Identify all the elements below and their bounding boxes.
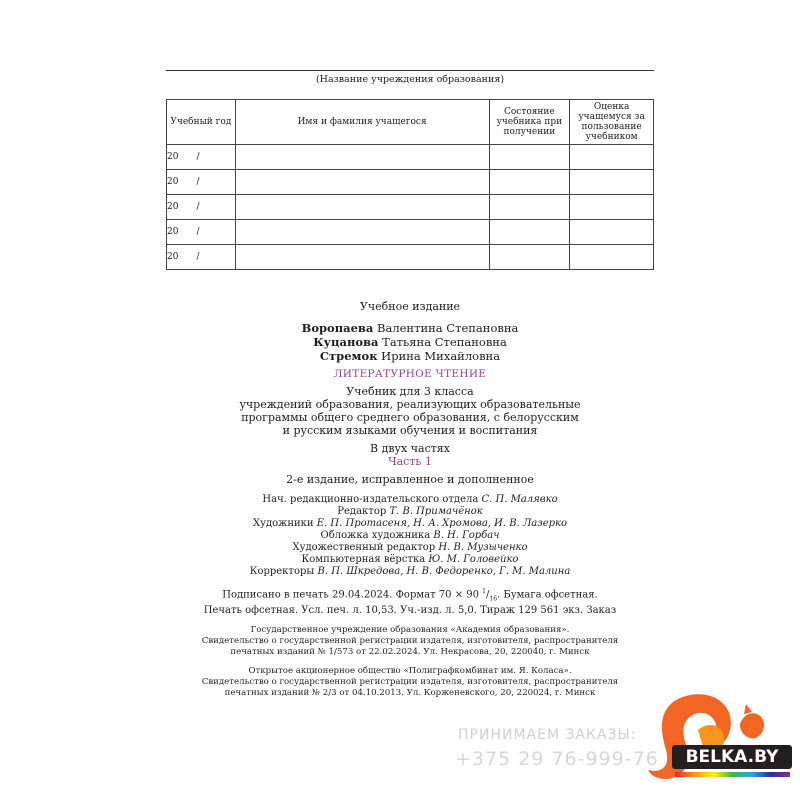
watermark-caption: ПРИНИМАЕМ ЗАКАЗЫ: bbox=[458, 727, 637, 743]
staff-line bbox=[150, 566, 670, 578]
header-year: Учебный год bbox=[167, 100, 236, 145]
watermark-phone: +375 29 76-999-76 bbox=[455, 748, 659, 770]
belka-logo: BELKA.BY bbox=[672, 745, 792, 769]
header-student-name: Имя и фамилия учащегося bbox=[235, 100, 489, 145]
staff-line bbox=[150, 518, 670, 530]
parts-count: В двух частях bbox=[370, 442, 450, 455]
year-cell bbox=[167, 220, 236, 245]
institution-line bbox=[166, 70, 654, 71]
description-line: программы общего среднего образования, с белорусским bbox=[241, 411, 579, 424]
student-name-cell bbox=[235, 220, 489, 245]
grade-cell bbox=[570, 145, 654, 170]
staff-line bbox=[150, 542, 670, 554]
condition-cell bbox=[489, 170, 570, 195]
table-row bbox=[167, 170, 654, 195]
edition-info: 2-е издание, исправленное и дополненное bbox=[286, 473, 534, 486]
description-line: Учебник для 3 класса bbox=[346, 385, 474, 398]
staff-line bbox=[150, 494, 670, 506]
staff-person: Е. П. Протасеня, Н. А. Хромова, И. В. Лазерко bbox=[316, 518, 568, 529]
condition-cell bbox=[489, 220, 570, 245]
grade-cell bbox=[570, 170, 654, 195]
textbook-usage-table bbox=[166, 99, 654, 270]
staff-role: Корректоры bbox=[249, 566, 315, 577]
staff-person: С. П. Малявко bbox=[481, 494, 558, 505]
year-cell bbox=[167, 195, 236, 220]
condition-cell bbox=[489, 195, 570, 220]
printer-line: Открытое акционерное общество «Полиграфкомбинат им. Я. Коласа». bbox=[248, 666, 572, 677]
year-slash: / bbox=[196, 252, 200, 262]
year-slash: / bbox=[196, 177, 200, 187]
print-details: Подписано в печать 29.04.2024. Формат 70 × 90 $^1/_{16}$. Бумага офсетная. bbox=[222, 588, 598, 603]
author-name: Татьяна Степановна bbox=[382, 335, 507, 349]
publisher-line: печатных изданий № 1/573 от 22.02.2024. Ул. Некрасова, 20, 220040, г. Минск bbox=[230, 647, 590, 658]
staff-line bbox=[150, 506, 670, 518]
description-line: учреждений образования, реализующих образовательные bbox=[239, 398, 581, 411]
table-row bbox=[167, 145, 654, 170]
author bbox=[150, 349, 670, 363]
condition-cell bbox=[489, 145, 570, 170]
author-surname: Стремок bbox=[319, 349, 378, 363]
staff-line bbox=[150, 554, 670, 566]
description-line: и русским языками обучения и воспитания bbox=[282, 424, 538, 437]
format-fraction-num: 1 bbox=[482, 588, 486, 595]
print-details-paper: . Бумага офсетная. bbox=[497, 589, 598, 601]
year-cell bbox=[167, 245, 236, 270]
year-slash: / bbox=[196, 227, 200, 237]
header-condition: Состояние учебника при получении bbox=[489, 100, 570, 145]
logo-rainbow-stripe bbox=[675, 772, 790, 777]
student-name-cell bbox=[235, 245, 489, 270]
book-title: ЛИТЕРАТУРНОЕ ЧТЕНИЕ bbox=[333, 368, 487, 380]
year-prefix: 20 bbox=[167, 227, 179, 237]
year-cell bbox=[167, 145, 236, 170]
table-header-row bbox=[167, 100, 654, 145]
printer-line: Свидетельство о государственной регистрации издателя, изготовителя, распространителя bbox=[201, 677, 619, 688]
printer-line: печатных изданий № 2/3 от 04.10.2013. Ул. Корженевского, 20, 220024, г. Минск bbox=[224, 688, 596, 699]
header-grade: Оценка учащемуся за пользование учебником bbox=[570, 100, 654, 145]
staff-role: Компьютерная вёрстка bbox=[301, 554, 426, 565]
year-cell bbox=[167, 170, 236, 195]
author bbox=[150, 321, 670, 335]
grade-cell bbox=[570, 220, 654, 245]
part-number: Часть 1 bbox=[388, 455, 432, 468]
staff-person: В. П. Шкредова, Н. В. Федоренко, Г. М. Малина bbox=[317, 566, 571, 577]
format-fraction-den: 16 bbox=[489, 595, 498, 603]
grade-cell bbox=[570, 195, 654, 220]
author-name: Ирина Михайловна bbox=[381, 349, 501, 363]
year-prefix: 20 bbox=[167, 252, 179, 262]
imprint-block bbox=[150, 300, 670, 699]
student-name-cell bbox=[235, 170, 489, 195]
publisher-line: Свидетельство о государственной регистрации издателя, изготовителя, распространителя bbox=[201, 636, 619, 647]
table-row bbox=[167, 220, 654, 245]
institution-caption: (Название учреждения образования) bbox=[315, 74, 505, 85]
staff-person: Н. В. Музыченко bbox=[438, 542, 528, 553]
condition-cell bbox=[489, 245, 570, 270]
author-name: Валентина Степановна bbox=[377, 321, 519, 335]
staff-line bbox=[150, 530, 670, 542]
year-prefix: 20 bbox=[167, 152, 179, 162]
edition-type: Учебное издание bbox=[359, 300, 461, 313]
year-prefix: 20 bbox=[167, 177, 179, 187]
author-surname: Куцанова bbox=[313, 335, 379, 349]
staff-person: Т. В. Примачёнок bbox=[389, 506, 483, 517]
student-name-cell bbox=[235, 195, 489, 220]
author bbox=[150, 335, 670, 349]
year-prefix: 20 bbox=[167, 202, 179, 212]
grade-cell bbox=[570, 245, 654, 270]
publisher-line: Государственное учреждение образования «Академия образования». bbox=[250, 625, 570, 636]
year-slash: / bbox=[196, 202, 200, 212]
staff-role: Обложка художника bbox=[320, 530, 431, 541]
staff-person: В. Н. Горбач bbox=[433, 530, 500, 541]
staff-role: Редактор bbox=[337, 506, 387, 517]
staff-role: Художественный редактор bbox=[292, 542, 436, 553]
student-name-cell bbox=[235, 145, 489, 170]
table-row bbox=[167, 195, 654, 220]
author-surname: Воропаева bbox=[301, 321, 374, 335]
staff-role: Художники bbox=[252, 518, 314, 529]
staff-role: Нач. редакционно-издательского отдела bbox=[262, 494, 479, 505]
table-row bbox=[167, 245, 654, 270]
year-slash: / bbox=[196, 152, 200, 162]
print-details-text: Подписано в печать 29.04.2024. Формат 70 × 90 bbox=[222, 589, 479, 601]
staff-person: Ю. М. Головейко bbox=[428, 554, 519, 565]
print-details-line2: Печать офсетная. Усл. печ. л. 10,53. Уч.-изд. л. 5,0. Тираж 129 561 экз. Заказ bbox=[203, 605, 617, 617]
